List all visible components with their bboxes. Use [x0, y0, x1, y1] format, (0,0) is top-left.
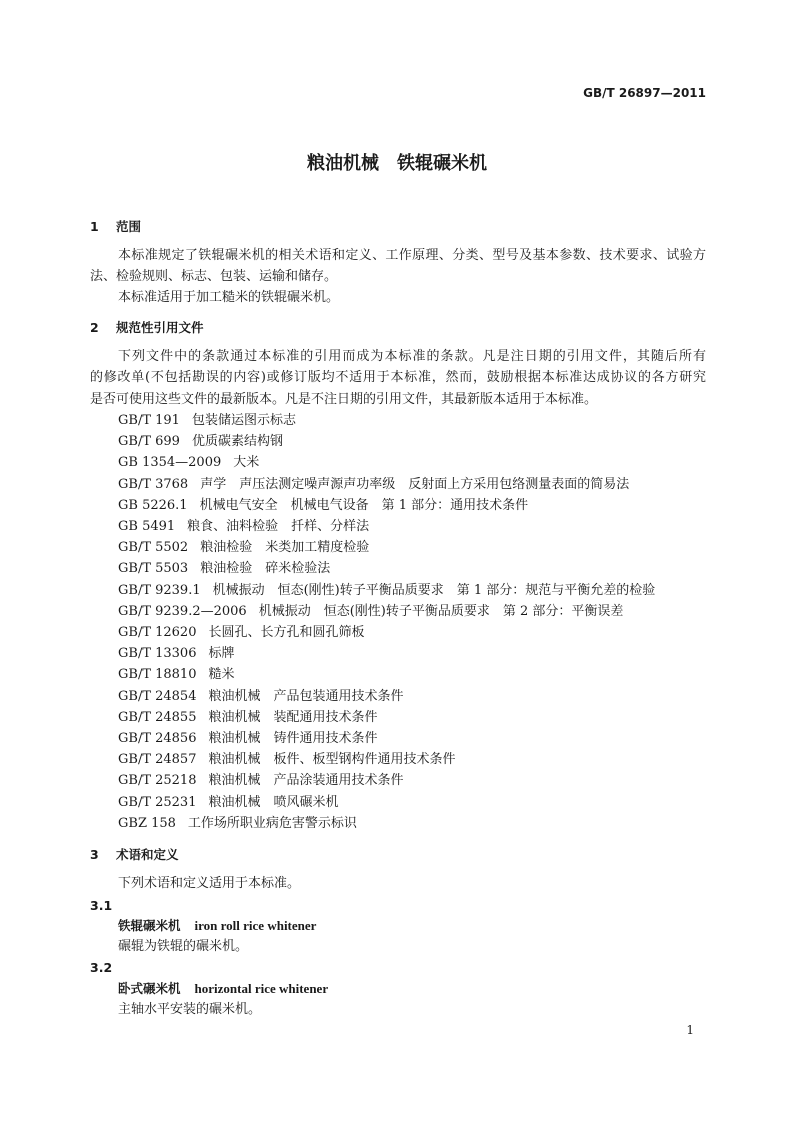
reference-title: 粮油检验 碎米检验法	[200, 561, 331, 577]
reference-code: GB/T 191	[118, 413, 180, 428]
section-title: 范围	[116, 219, 142, 234]
reference-item	[118, 434, 283, 450]
page-number: 1	[686, 1023, 694, 1037]
paragraph-line: 是否可使用这些文件的最新版本。凡是不注日期的引用文件，其最新版本适用于本标准。	[90, 392, 598, 407]
reference-code: GB/T 5502	[118, 540, 189, 556]
reference-code: GB/T 9239.1	[118, 582, 201, 598]
reference-code: GB/T 24856	[118, 731, 197, 746]
reference-title: 机械电气安全 机械电气设备 第 1 部分：通用技术条件	[199, 497, 529, 513]
reference-item	[118, 413, 296, 429]
section-number: 2	[90, 320, 99, 335]
reference-title: 包装储运图示标志	[191, 413, 296, 428]
paragraph-line: 本标准适用于加工糙米的铁辊碾米机。	[118, 290, 340, 305]
term-definition: 主轴水平安装的碾米机。	[118, 1002, 262, 1017]
paragraph-line: 法、检验规则、标志、包装、运输和储存。	[90, 269, 338, 284]
reference-item	[118, 667, 235, 683]
reference-title: 声学 声压法测定噪声源声功率级 反射面上方采用包络测量表面的简易法	[200, 476, 630, 492]
term-zh: 卧式碾米机	[118, 981, 181, 996]
reference-item	[118, 646, 235, 662]
reference-title: 机械振动 恒态(刚性)转子平衡品质要求 第 1 部分：规范与平衡允差的检验	[212, 582, 656, 598]
reference-item	[118, 477, 629, 493]
reference-code: GB 5491	[118, 519, 176, 534]
term-definition: 碾辊为铁辊的碾米机。	[118, 939, 249, 954]
reference-code: GB/T 24854	[118, 688, 197, 704]
reference-title: 粮食、油料检验 扦样、分样法	[187, 519, 370, 534]
paragraph-line: 本标准规定了铁辊碾米机的相关术语和定义、工作原理、分类、型号及基本参数、技术要求、试验方	[118, 248, 706, 263]
reference-code: GB/T 12620	[118, 625, 197, 640]
reference-code: GB/T 24855	[118, 709, 197, 725]
term-entry	[118, 981, 328, 997]
section-heading-1	[90, 219, 141, 235]
reference-title: 长圆孔、长方孔和圆孔筛板	[208, 625, 365, 640]
reference-title: 粮油检验 米类加工精度检验	[200, 540, 370, 556]
reference-title: 工作场所职业病危害警示标识	[187, 815, 357, 831]
reference-title: 标牌	[208, 646, 235, 662]
reference-code: GB/T 699	[118, 434, 180, 450]
reference-item	[118, 795, 339, 811]
paragraph-line: 下列术语和定义适用于本标准。	[118, 876, 301, 891]
section-title: 规范性引用文件	[116, 320, 204, 335]
reference-item	[118, 816, 357, 832]
reference-code: GB 5226.1	[118, 497, 188, 513]
reference-item	[118, 540, 369, 556]
reference-code: GB/T 25231	[118, 794, 197, 810]
reference-item	[118, 731, 378, 747]
reference-item	[118, 561, 330, 577]
reference-title: 优质碳素结构钢	[191, 434, 283, 450]
reference-item	[118, 583, 655, 599]
paragraph-line: 下列文件中的条款通过本标准的引用而成为本标准的条款。凡是注日期的引用文件，其随后所有	[118, 349, 706, 364]
reference-code: GB 1354—2009	[118, 455, 222, 471]
reference-code: GB/T 24857	[118, 752, 197, 768]
reference-code: GB/T 25218	[118, 773, 197, 789]
reference-code: GB/T 18810	[118, 667, 197, 683]
section-number: 3	[90, 847, 99, 862]
reference-title: 粮油机械 产品包装通用技术条件	[208, 688, 404, 704]
reference-item	[118, 519, 369, 535]
reference-title: 粮油机械 喷风碾米机	[208, 794, 339, 810]
reference-code: GBZ 158	[118, 815, 176, 831]
reference-item	[118, 498, 528, 514]
reference-title: 机械振动 恒态(刚性)转子平衡品质要求 第 2 部分：平衡误差	[258, 603, 624, 619]
reference-item	[118, 752, 456, 768]
term-number: 3.2	[90, 960, 113, 975]
page-title: 粮油机械 铁辊碾米机	[307, 153, 487, 174]
reference-title: 大米	[233, 455, 260, 471]
reference-code: GB/T 3768	[118, 476, 189, 492]
section-heading-2	[90, 320, 204, 336]
term-en: iron roll rice whitener	[194, 918, 317, 933]
term-number: 3.1	[90, 898, 113, 913]
section-number: 1	[90, 219, 99, 234]
standard-number: GB/T 26897—2011	[583, 86, 706, 100]
reference-item	[118, 455, 259, 471]
reference-item	[118, 604, 623, 620]
reference-title: 粮油机械 产品涂装通用技术条件	[208, 773, 404, 789]
reference-item	[118, 710, 378, 726]
reference-title: 粮油机械 铸件通用技术条件	[208, 731, 378, 746]
reference-title: 粮油机械 板件、板型钢构件通用技术条件	[208, 752, 456, 768]
reference-code: GB/T 13306	[118, 646, 197, 662]
term-entry	[118, 918, 316, 934]
term-zh: 铁辊碾米机	[118, 918, 181, 933]
section-title: 术语和定义	[116, 847, 179, 862]
reference-item	[118, 625, 365, 641]
section-heading-3	[90, 847, 179, 863]
reference-item	[118, 773, 404, 789]
term-en: horizontal rice whitener	[194, 981, 329, 996]
reference-code: GB/T 5503	[118, 561, 189, 577]
reference-title: 粮油机械 装配通用技术条件	[208, 709, 378, 725]
reference-item	[118, 689, 404, 705]
reference-title: 糙米	[208, 667, 235, 683]
reference-code: GB/T 9239.2—2006	[118, 603, 247, 619]
paragraph-line: 的修改单(不包括勘误的内容)或修订版均不适用于本标准，然而，鼓励根据本标准达成协议的各方研究	[90, 370, 706, 385]
